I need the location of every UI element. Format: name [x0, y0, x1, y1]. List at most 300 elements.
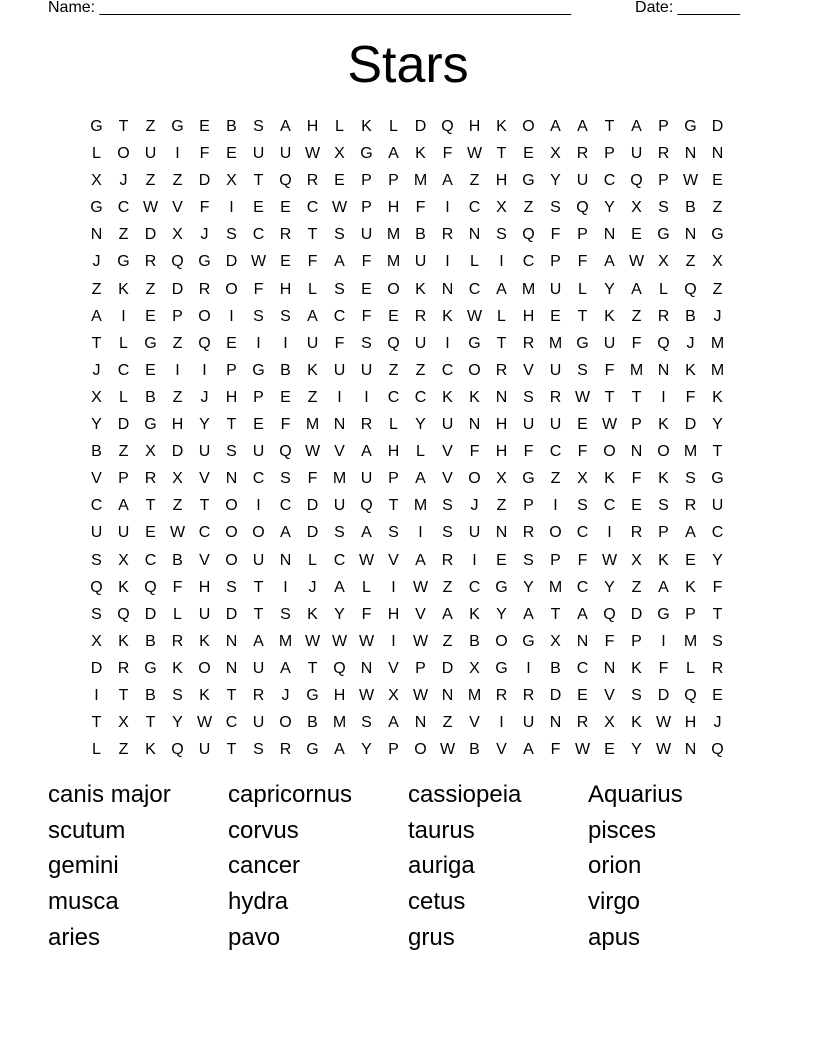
- grid-letter: P: [685, 605, 696, 623]
- grid-letter: N: [225, 632, 238, 650]
- grid-letter: H: [387, 443, 400, 461]
- grid-letter: B: [145, 388, 156, 406]
- grid-letter: P: [658, 172, 669, 190]
- grid-letter: R: [711, 659, 724, 677]
- grid-letter: H: [333, 686, 346, 704]
- grid-letter: G: [198, 253, 211, 271]
- page-title: Stars: [347, 36, 469, 94]
- grid-letter: W: [304, 632, 321, 650]
- word-list-item: aries: [48, 923, 101, 951]
- grid-letter: A: [631, 280, 642, 298]
- grid-letter: G: [522, 172, 535, 190]
- grid-letter: K: [658, 416, 669, 434]
- grid-letter: L: [362, 578, 371, 596]
- grid-letter: O: [549, 524, 562, 542]
- grid-letter: A: [253, 632, 264, 650]
- grid-letter: A: [334, 578, 345, 596]
- grid-letter: X: [172, 226, 183, 244]
- grid-letter: F: [658, 659, 669, 677]
- grid-letter: S: [658, 497, 669, 515]
- grid-letter: S: [226, 226, 237, 244]
- grid-letter: G: [495, 659, 508, 677]
- grid-letter: Z: [496, 497, 507, 515]
- grid-letter: V: [199, 551, 210, 569]
- grid-letter: F: [253, 280, 264, 298]
- grid-letter: P: [550, 253, 561, 271]
- grid-letter: H: [684, 714, 697, 732]
- date-field[interactable]: Date: _______: [635, 0, 740, 16]
- grid-letter: A: [415, 551, 426, 569]
- grid-letter: O: [387, 280, 400, 298]
- grid-letter: L: [119, 388, 128, 406]
- grid-letter: A: [442, 172, 453, 190]
- grid-letter: Z: [442, 632, 453, 650]
- grid-letter: I: [202, 361, 207, 379]
- grid-letter: N: [360, 659, 373, 677]
- grid-letter: C: [117, 199, 130, 217]
- grid-letter: B: [685, 199, 696, 217]
- grid-letter: V: [172, 199, 183, 217]
- grid-letter: S: [523, 551, 534, 569]
- grid-letter: A: [280, 524, 291, 542]
- grid-letter: D: [144, 226, 157, 244]
- grid-letter: F: [631, 470, 642, 488]
- grid-letter: X: [658, 253, 669, 271]
- grid-letter: P: [226, 361, 237, 379]
- grid-letter: Q: [441, 118, 454, 135]
- grid-letter: U: [252, 659, 265, 677]
- grid-letter: U: [468, 524, 481, 542]
- grid-letter: H: [225, 388, 238, 406]
- grid-letter: I: [337, 388, 342, 406]
- grid-letter: Y: [496, 605, 507, 623]
- grid-letter: M: [332, 714, 347, 732]
- grid-letter: P: [388, 470, 399, 488]
- grid-letter: Z: [712, 199, 723, 217]
- grid-letter: P: [415, 659, 426, 677]
- grid-letter: R: [657, 145, 670, 163]
- grid-letter: M: [548, 334, 563, 352]
- grid-letter: U: [333, 497, 346, 515]
- word-list-item: Aquarius: [588, 781, 683, 808]
- grid-letter: Z: [118, 226, 129, 244]
- grid-letter: Z: [91, 280, 102, 298]
- grid-letter: F: [199, 199, 210, 217]
- grid-letter: N: [684, 226, 697, 244]
- word-list-item: taurus: [408, 816, 475, 844]
- grid-letter: T: [145, 497, 156, 515]
- grid-letter: S: [226, 578, 237, 596]
- grid-letter: U: [90, 524, 103, 542]
- grid-letter: Z: [469, 172, 480, 190]
- grid-letter: R: [684, 497, 697, 515]
- grid-letter: W: [412, 578, 429, 596]
- grid-letter: V: [604, 686, 615, 704]
- grid-letter: Y: [604, 199, 615, 217]
- grid-letter: W: [142, 199, 159, 217]
- grid-letter: K: [631, 659, 642, 677]
- grid-letter: K: [685, 578, 696, 596]
- grid-letter: S: [280, 307, 291, 325]
- grid-letter: A: [118, 497, 129, 515]
- grid-letter: A: [658, 578, 669, 596]
- grid-letter: L: [416, 443, 425, 461]
- grid-letter: O: [522, 118, 535, 135]
- grid-letter: N: [279, 551, 292, 569]
- grid-letter: U: [549, 280, 562, 298]
- name-field[interactable]: Name: _____________________________________________________: [48, 0, 572, 16]
- header: [48, 0, 740, 18]
- grid-letter: S: [442, 524, 453, 542]
- grid-letter: M: [467, 686, 482, 704]
- word-list-item: gemini: [48, 852, 119, 880]
- grid-letter: J: [92, 361, 101, 379]
- grid-letter: W: [358, 686, 375, 704]
- grid-letter: E: [145, 361, 156, 379]
- grid-letter: X: [577, 470, 588, 488]
- letter-grid: [83, 113, 731, 763]
- grid-letter: N: [576, 632, 589, 650]
- grid-letter: A: [361, 443, 372, 461]
- grid-letter: C: [279, 497, 292, 515]
- grid-letter: Z: [550, 470, 561, 488]
- grid-letter: W: [655, 741, 672, 759]
- grid-letter: J: [686, 334, 695, 352]
- grid-letter: Q: [198, 334, 211, 352]
- grid-letter: B: [550, 659, 561, 677]
- grid-letter: H: [387, 605, 400, 623]
- grid-letter: W: [304, 443, 321, 461]
- grid-letter: O: [225, 524, 238, 542]
- grid-letter: Q: [711, 741, 724, 759]
- grid-letter: Y: [604, 280, 615, 298]
- grid-letter: T: [226, 416, 237, 434]
- grid-letter: R: [522, 334, 535, 352]
- grid-letter: K: [712, 388, 723, 406]
- grid-letter: B: [307, 714, 318, 732]
- grid-letter: Z: [118, 443, 129, 461]
- grid-letter: Z: [631, 307, 642, 325]
- grid-letter: V: [442, 443, 453, 461]
- grid-letter: V: [523, 361, 534, 379]
- word-list-item: corvus: [228, 816, 299, 844]
- grid-letter: B: [145, 632, 156, 650]
- grid-letter: R: [198, 280, 211, 298]
- grid-letter: D: [171, 443, 184, 461]
- grid-letter: E: [550, 307, 561, 325]
- grid-letter: P: [172, 307, 183, 325]
- grid-letter: L: [470, 253, 479, 271]
- grid-letter: O: [225, 551, 238, 569]
- grid-letter: C: [252, 470, 265, 488]
- grid-letter: F: [577, 253, 588, 271]
- grid-letter: W: [196, 714, 213, 732]
- grid-letter: O: [225, 497, 238, 515]
- grid-letter: W: [628, 253, 645, 271]
- grid-letter: N: [333, 416, 346, 434]
- grid-letter: B: [469, 741, 480, 759]
- grid-letter: C: [576, 578, 589, 596]
- grid-letter: B: [172, 551, 183, 569]
- grid-letter: F: [172, 578, 183, 596]
- grid-letter: Z: [172, 334, 183, 352]
- grid-letter: C: [576, 659, 589, 677]
- grid-letter: Y: [631, 741, 642, 759]
- grid-letter: M: [413, 172, 428, 190]
- grid-letter: J: [281, 686, 290, 704]
- grid-letter: Z: [172, 388, 183, 406]
- grid-letter: U: [306, 334, 319, 352]
- grid-letter: G: [711, 226, 724, 244]
- grid-letter: N: [711, 145, 724, 163]
- grid-letter: F: [523, 443, 534, 461]
- grid-letter: R: [279, 226, 292, 244]
- grid-letter: H: [495, 172, 508, 190]
- grid-letter: W: [601, 551, 618, 569]
- grid-letter: F: [280, 416, 291, 434]
- grid-letter: A: [388, 145, 399, 163]
- grid-letter: X: [496, 470, 507, 488]
- grid-letter: A: [523, 605, 534, 623]
- grid-letter: Y: [91, 416, 102, 434]
- grid-letter: K: [496, 118, 507, 135]
- grid-letter: M: [710, 361, 725, 379]
- grid-letter: A: [334, 741, 345, 759]
- grid-letter: N: [549, 714, 562, 732]
- grid-letter: D: [657, 686, 670, 704]
- word-list-item: cetus: [408, 888, 466, 916]
- grid-letter: P: [631, 632, 642, 650]
- grid-letter: H: [495, 416, 508, 434]
- grid-letter: C: [468, 578, 481, 596]
- grid-letter: H: [279, 280, 292, 298]
- grid-letter: X: [172, 470, 183, 488]
- grid-letter: E: [199, 118, 210, 135]
- grid-letter: H: [495, 443, 508, 461]
- grid-letter: K: [118, 632, 129, 650]
- grid-letter: J: [713, 714, 722, 732]
- grid-letter: K: [118, 578, 129, 596]
- grid-letter: Q: [630, 172, 643, 190]
- grid-letter: K: [307, 605, 318, 623]
- grid-letter: K: [658, 470, 669, 488]
- grid-letter: I: [256, 334, 261, 352]
- grid-letter: B: [469, 632, 480, 650]
- grid-letter: Q: [144, 578, 157, 596]
- grid-letter: U: [198, 443, 211, 461]
- grid-letter: S: [631, 686, 642, 704]
- grid-letter: K: [469, 605, 480, 623]
- grid-letter: C: [468, 199, 481, 217]
- grid-letter: F: [577, 443, 588, 461]
- grid-letter: N: [225, 470, 238, 488]
- grid-letter: X: [550, 145, 561, 163]
- grid-letter: X: [550, 632, 561, 650]
- grid-letter: T: [577, 307, 588, 325]
- grid-letter: G: [495, 578, 508, 596]
- grid-letter: T: [253, 605, 264, 623]
- grid-letter: U: [441, 416, 454, 434]
- grid-letter: U: [549, 416, 562, 434]
- grid-letter: U: [198, 605, 211, 623]
- grid-letter: Y: [550, 172, 561, 190]
- grid-letter: F: [631, 334, 642, 352]
- grid-letter: M: [305, 416, 320, 434]
- grid-letter: Z: [388, 361, 399, 379]
- grid-letter: N: [603, 226, 616, 244]
- grid-letter: D: [711, 118, 724, 135]
- grid-letter: T: [604, 118, 615, 135]
- grid-letter: K: [685, 361, 696, 379]
- grid-letter: E: [496, 551, 507, 569]
- grid-letter: Q: [603, 605, 616, 623]
- grid-letter: N: [495, 388, 508, 406]
- grid-letter: R: [657, 307, 670, 325]
- grid-letter: E: [577, 416, 588, 434]
- grid-letter: A: [631, 118, 642, 135]
- grid-letter: G: [522, 632, 535, 650]
- grid-letter: B: [226, 118, 237, 135]
- grid-letter: S: [550, 199, 561, 217]
- grid-letter: U: [252, 443, 265, 461]
- grid-letter: I: [553, 497, 558, 515]
- grid-letter: A: [91, 307, 102, 325]
- grid-letter: U: [252, 714, 265, 732]
- grid-letter: I: [499, 714, 504, 732]
- grid-letter: P: [658, 524, 669, 542]
- grid-letter: T: [388, 497, 399, 515]
- grid-letter: V: [199, 470, 210, 488]
- grid-letter: Y: [712, 551, 723, 569]
- grid-letter: F: [361, 605, 372, 623]
- grid-letter: U: [144, 145, 157, 163]
- grid-letter: P: [631, 416, 642, 434]
- grid-letter: S: [280, 470, 291, 488]
- grid-letter: I: [364, 388, 369, 406]
- grid-letter: C: [387, 388, 400, 406]
- grid-letter: P: [523, 497, 534, 515]
- grid-letter: E: [253, 416, 264, 434]
- grid-letter: E: [631, 226, 642, 244]
- grid-letter: F: [604, 361, 615, 379]
- grid-letter: J: [713, 307, 722, 325]
- grid-letter: W: [466, 307, 483, 325]
- grid-letter: S: [388, 524, 399, 542]
- grid-letter: W: [655, 714, 672, 732]
- grid-letter: T: [712, 605, 723, 623]
- grid-letter: G: [360, 145, 373, 163]
- grid-letter: G: [306, 741, 319, 759]
- grid-letter: S: [334, 226, 345, 244]
- grid-letter: F: [361, 253, 372, 271]
- grid-letter: K: [361, 118, 372, 135]
- grid-letter: S: [226, 443, 237, 461]
- grid-letter: X: [226, 172, 237, 190]
- grid-letter: F: [469, 443, 480, 461]
- word-list-item: scutum: [48, 816, 126, 844]
- grid-letter: L: [92, 145, 101, 163]
- grid-letter: Z: [172, 172, 183, 190]
- grid-letter: T: [226, 741, 237, 759]
- grid-letter: Q: [387, 334, 400, 352]
- grid-letter: T: [496, 145, 507, 163]
- grid-letter: Q: [333, 659, 346, 677]
- grid-letter: N: [90, 226, 103, 244]
- grid-letter: G: [468, 334, 481, 352]
- grid-letter: N: [495, 524, 508, 542]
- grid-letter: W: [331, 632, 348, 650]
- grid-letter: R: [495, 361, 508, 379]
- grid-letter: S: [172, 686, 183, 704]
- grid-letter: P: [388, 172, 399, 190]
- grid-letter: L: [335, 118, 344, 135]
- grid-letter: A: [523, 741, 534, 759]
- grid-letter: A: [496, 280, 507, 298]
- grid-letter: C: [522, 253, 535, 271]
- grid-letter: T: [631, 388, 642, 406]
- grid-letter: G: [576, 334, 589, 352]
- grid-letter: C: [252, 226, 265, 244]
- grid-letter: V: [496, 741, 507, 759]
- grid-letter: L: [308, 280, 317, 298]
- grid-letter: T: [91, 334, 102, 352]
- grid-letter: C: [576, 524, 589, 542]
- grid-letter: O: [279, 714, 292, 732]
- grid-letter: Z: [307, 388, 318, 406]
- grid-letter: S: [712, 632, 723, 650]
- grid-letter: A: [550, 118, 561, 135]
- grid-letter: N: [684, 741, 697, 759]
- grid-letter: W: [574, 388, 591, 406]
- grid-letter: Z: [442, 714, 453, 732]
- grid-letter: X: [91, 388, 102, 406]
- grid-letter: I: [94, 686, 99, 704]
- grid-letter: S: [496, 226, 507, 244]
- grid-letter: E: [253, 199, 264, 217]
- grid-letter: I: [445, 199, 450, 217]
- grid-letter: O: [414, 741, 427, 759]
- grid-letter: K: [118, 280, 129, 298]
- grid-letter: C: [198, 524, 211, 542]
- grid-letter: K: [172, 659, 183, 677]
- grid-letter: T: [118, 118, 129, 135]
- grid-letter: E: [604, 741, 615, 759]
- grid-letter: B: [145, 686, 156, 704]
- grid-letter: E: [280, 253, 291, 271]
- grid-letter: U: [630, 145, 643, 163]
- grid-letter: Q: [90, 578, 103, 596]
- grid-letter: S: [334, 524, 345, 542]
- grid-letter: E: [631, 497, 642, 515]
- grid-letter: Z: [172, 497, 183, 515]
- grid-letter: R: [144, 253, 157, 271]
- grid-letter: Z: [523, 199, 534, 217]
- grid-letter: T: [199, 497, 210, 515]
- grid-letter: Z: [145, 280, 156, 298]
- grid-letter: A: [280, 659, 291, 677]
- grid-letter: T: [253, 578, 264, 596]
- grid-letter: C: [117, 361, 130, 379]
- grid-letter: F: [604, 632, 615, 650]
- grid-letter: Y: [361, 741, 372, 759]
- grid-letter: U: [252, 145, 265, 163]
- grid-letter: D: [684, 416, 697, 434]
- grid-letter: I: [418, 524, 423, 542]
- grid-letter: G: [522, 470, 535, 488]
- grid-letter: M: [386, 253, 401, 271]
- grid-letter: E: [712, 172, 723, 190]
- grid-letter: J: [308, 578, 317, 596]
